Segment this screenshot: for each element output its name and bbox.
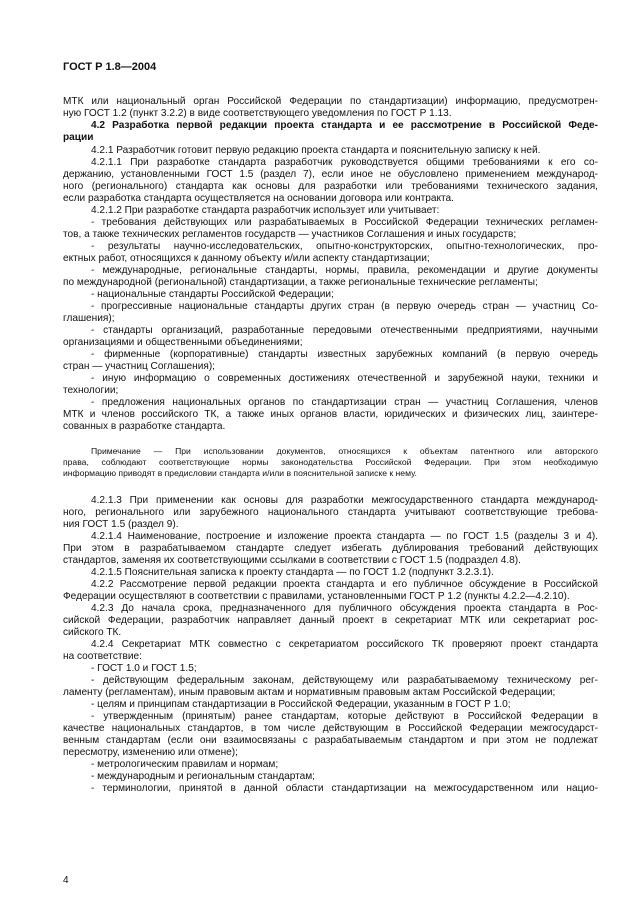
text-line: - терминологии, принятой в данной области стандартизации на межгосударственном или нацио-: [91, 783, 598, 794]
text-line: ного, регионального или зарубежного национального стандарта учитывают соответствующие требова-: [63, 507, 598, 518]
text-line: - национальные стандарты Российской Федерации;: [91, 289, 334, 300]
text-line: 4.2.1.3 При применении как основы для разработки межгосударственного стандарта международ-: [91, 495, 598, 506]
page-number: 4: [63, 875, 69, 886]
text-line: Федерации осуществляют в соответствии с правилами, установленными ГОСТ Р 1.2 (пункты 4.2.2—4.2.10).: [63, 591, 570, 602]
text-line: - требования действующих или разрабатываемых в Российской Федерации технических регламен-: [91, 217, 598, 228]
text-line: сийской Федерации, разработчик направляет данный проект в секретариат МТК или секретариат рос-: [63, 615, 598, 626]
text-line: - прогрессивные национальные стандарты других стран (в первую очередь стран — участниц Со-: [91, 301, 598, 312]
text-line: на соответствие:: [63, 651, 142, 662]
text-line: тов, а также технических регламентов государств — участников Соглашения и иных государств;: [63, 229, 517, 240]
text-line: 4.2.1.5 Пояснительная записка к проекту стандарта — по ГОСТ 1.2 (подпункт 3.2.3.1).: [91, 567, 494, 578]
text-line: - утвержденным (принятым) ранее стандартам, которые действуют в Российской Федерации в: [91, 711, 598, 722]
text-line: ектных работ, относящихся к данному объекту и/или аспекту стандартизации;: [63, 253, 430, 264]
text-line: пересмотру, изменению или отмене);: [63, 747, 238, 758]
text-line: 4.2.3 До начала срока, предназначенного для публичного обсуждения проекта стандарта в Рос-: [91, 603, 598, 614]
document-header: ГОСТ Р 1.8—2004: [63, 61, 157, 73]
text-line: - международным и региональным стандартам;: [91, 771, 315, 782]
text-line: 4.2.4 Секретариат МТК совместно с секретариатом российского ТК проверяют проект стандарта: [91, 639, 598, 650]
text-line: - международные, региональные стандарты, нормы, правила, рекомендации и другие документы: [91, 265, 598, 276]
note-line: права, соблюдают соответствующие нормы законодательства Российской Федерации. При этом необходимую: [63, 457, 598, 467]
text-line: - результаты научно-исследовательских, опытно-конструкторских, опытно-технологических, про-: [91, 241, 598, 252]
text-line: - метрологическим правилам и нормам;: [91, 759, 279, 770]
text-line: - ГОСТ 1.0 и ГОСТ 1.5;: [91, 663, 197, 674]
text-line: ного (регионального) стандарта как основы для разработки или требованиями технического задания,: [63, 181, 598, 192]
text-line: 4.2.1 Разработчик готовит первую редакцию проекта стандарта и пояснительную записку к ней.: [91, 145, 541, 156]
text-line: ламенту (регламентам), иным правовым актам и нормативным правовым актам Российской Федерации;: [63, 687, 556, 698]
text-line: если разработка стандарта осуществляется на основании договора или контракта.: [63, 193, 454, 204]
text-line: сийского ТК.: [63, 627, 122, 638]
note-line: Примечание — При использовании документов, относящихся к объектам патентного или авторского: [91, 446, 598, 456]
text-line: организациями и общественными объединениями;: [63, 337, 303, 348]
text-line: МТК или национальный орган Российской Федерации по стандартизации) информацию, предусмотрен-: [63, 96, 598, 107]
note-line: информацию приводят в предисловии стандарта и/или в пояснительной записке к нему.: [63, 468, 417, 478]
text-line: - стандарты организаций, разработанные передовыми отечественными предприятиями, научными: [91, 325, 598, 336]
text-line: ния ГОСТ 1.5 (раздел 9).: [63, 519, 179, 530]
text-line: - предложения национальных органов по стандартизации стран — участниц Соглашения, членов: [91, 397, 598, 408]
text-line: МТК и членов российского ТК, а также иных органов власти, юридических и физических лиц, заинтере-: [63, 409, 598, 420]
text-line: по международной (региональной) стандартизации, а также региональные технические регламенты;: [63, 277, 538, 288]
section-heading: 4.2 Разработка первой редакции проекта стандарта и ее рассмотрение в Российской Феде-: [91, 120, 598, 131]
text-line: При этом в разрабатываемом стандарте следует избегать дублирования требований действующих: [63, 543, 598, 554]
text-line: стран — участниц Соглашения);: [63, 361, 215, 372]
text-line: венным стандартам (если они взаимосвязаны с разрабатываемым стандартом и при этом не подлежат: [63, 735, 598, 746]
text-line: - фирменные (корпоративные) стандарты известных зарубежных компаний (в первую очередь: [91, 349, 598, 360]
text-line: 4.2.1.2 При разработке стандарта разработчик использует или учитывает:: [91, 205, 440, 216]
text-line: 4.2.2 Рассмотрение первой редакции проекта стандарта и его публичное обсуждение в Российской: [91, 579, 598, 590]
text-line: - иную информацию о современных достижениях отечественной и зарубежной науки, техники и: [91, 373, 598, 384]
text-line: качестве национальных стандартов, в том числе действующим в Российской Федерации межгосударст-: [63, 723, 598, 734]
text-line: держанию, установленными ГОСТ 1.5 (раздел 7), если иное не обусловлено применением международ-: [63, 169, 598, 180]
text-line: - действующим федеральным законам, действующему или разрабатываемому техническому рег-: [91, 675, 598, 686]
text-line: - целям и принципам стандартизации в Российской Федерации, указанным в ГОСТ Р 1.0;: [91, 699, 511, 710]
text-line: ную ГОСТ 1.2 (пункт 3.2.2) в виде соответствующего уведомления по ГОСТ Р 1.13.: [63, 108, 452, 119]
text-line: сованных в разработке стандарта.: [63, 421, 226, 432]
text-line: стандартов, заменяя их соответствующими ссылками в соответствии с ГОСТ 1.5 (подраздел 4.8).: [63, 555, 521, 566]
text-line: технологии;: [63, 385, 119, 396]
text-line: глашения);: [63, 313, 115, 324]
text-line: 4.2.1.4 Наименование, построение и изложение проекта стандарта — по ГОСТ 1.5 (разделы 3 и 4).: [91, 531, 598, 542]
text-line: 4.2.1.1 При разработке стандарта разработчик руководствуется общими требованиями к его со-: [91, 157, 598, 168]
section-heading: рации: [63, 132, 94, 143]
